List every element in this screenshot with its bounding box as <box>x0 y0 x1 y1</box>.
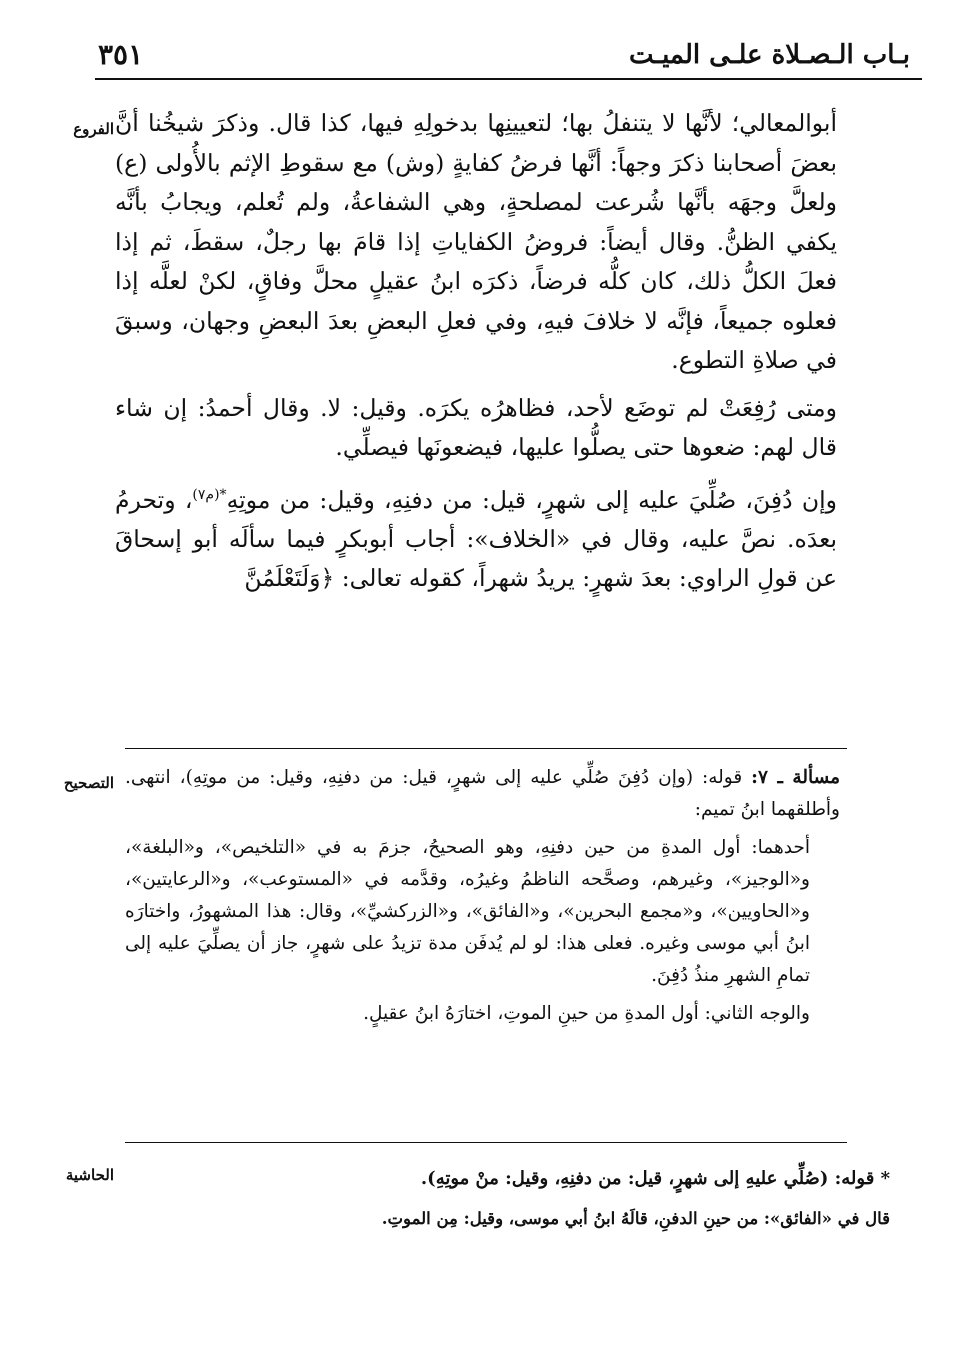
running-header-title: بـاب الـصـلاة علـى الميـت <box>628 40 910 70</box>
main-paragraph-3-end: ، وتحرمُ بعدَه. نصَّ عليه، وقال في «الخلاف»: أجاب أبوبكرٍ فيما سألَه أبو إسحاقَ عن قولِ الراوي: بعدَ شهرٍ: يريدُ شهراً، كقوله تعالى: ﴿وَلَتَعْلَمُنَّ <box>115 485 837 593</box>
tashih-separator <box>125 748 847 749</box>
hashiya-separator <box>125 1142 847 1143</box>
main-text <box>115 104 837 607</box>
header-rule <box>95 78 922 80</box>
masala-heading: مسألة ـ ٧: <box>751 767 841 788</box>
main-paragraph-3-start: وإن دُفِنَ، صُلِّيَ عليه إلى شهرٍ، قيل: من دفنِهِ، وقيل: من موتِهِ <box>226 485 837 514</box>
hashiya-section <box>200 1162 890 1242</box>
tashih-paragraph-3: والوجه الثاني: أول المدةِ من حينِ الموتِ، اختارَهُ ابنُ عقيلٍ. <box>363 1003 810 1024</box>
tashih-paragraph-2: أحدهما: أول المدةِ من حين دفنِهِ، وهو الصحيحُ، جزمَ به في «التلخيص»، و«البلغة»، و«الوجيز»، وغيرهم، وصحَّحه الناظمُ وغيرُه، وقدَّمه في «المستوعب»، و«الرعايتين»، و«الحاويين»، و«مجمع البحرين»، و«الفائق»، و«الزركشيِّ»، وقال: هذا المشهورُ، واختارَه ابنُ أبي موسى وغيره. فعلى هذا: لو لم يُدفَن مدة تزيدُ على شهرٍ، جاز أن يصلِّيَ عليه إلى تمامِ الشهرِ منذُ دُفِنَ. <box>125 837 810 986</box>
tashih-paragraph-1: مسألة ـ ٧: قوله: (وإن دُفِنَ صُلِّي عليه إلى شهرٍ، قيل: من دفنِهِ، وقيل: من موتِهِ)، انتهى. وأطلقهما ابنُ تميم: <box>125 767 841 820</box>
side-label-tashih: التصحيح <box>63 774 114 792</box>
side-label-main: الفروع <box>73 120 114 138</box>
footnote-reference: *(م٧) <box>192 486 227 503</box>
hashiya-line-1: * قوله: (صُلِّي عليهِ إلى شهرٍ، قيل: من دفنِهِ، وقيل: منْ موتِهِ). <box>420 1168 890 1189</box>
page-number: ٣٥١ <box>98 38 144 71</box>
main-paragraph-1: أبوالمعالي؛ لأنَّها لا يتنفلُ بها؛ لتعيينِها بدخولِهِ فيها، كذا قال. وذكرَ شيخُنا أنَّ بعضَ أصحابنا ذكرَ وجهاً: أنَّها فرضُ كفايةٍ (وش) مع سقوطِ الإثم بالأُولى (ع) ولعلَّ وجهَه بأنَّها شُرعت لمصلحةٍ، وهي الشفاعةُ، ولم تُعلم، ويجابُ بأنَّه يكفي الظنُّ. وقال أيضاً: فروضُ الكفاياتِ إذا قامَ بها رجلٌ، سقطَ، ثم إذا فعلَ الكلُّ ذلك، كان كلُّه فرضاً، ذكرَه ابنُ عقيلٍ محلَّ وفاقٍ، لكنْ لعلَّه إذا فعلوه جميعاً، فإنَّه لا خلافَ فيهِ، وفي فعلِ البعضِ بعدَ البعضِ وجهان، وسبقَ في صلاةِ التطوع. <box>115 109 837 374</box>
main-paragraph-2: ومتى رُفِعَتْ لم توضَع لأحد، فظاهرُه يكرَه. وقيل: لا. وقال أحمدُ: إن شاء قال لهم: ضعوها حتى يصلُّوا عليها، فيضعونَها فيصلِّي. <box>115 393 837 461</box>
main-paragraph-3 <box>115 476 837 599</box>
hashiya-line-2: قال في «الفائق»: من حينِ الدفنِ، قالَهُ ابنُ أبي موسى، وقيل: مِن الموتِ. <box>381 1209 890 1228</box>
tashih-section <box>125 762 840 1036</box>
side-label-hashiya: الحاشية <box>65 1166 114 1184</box>
